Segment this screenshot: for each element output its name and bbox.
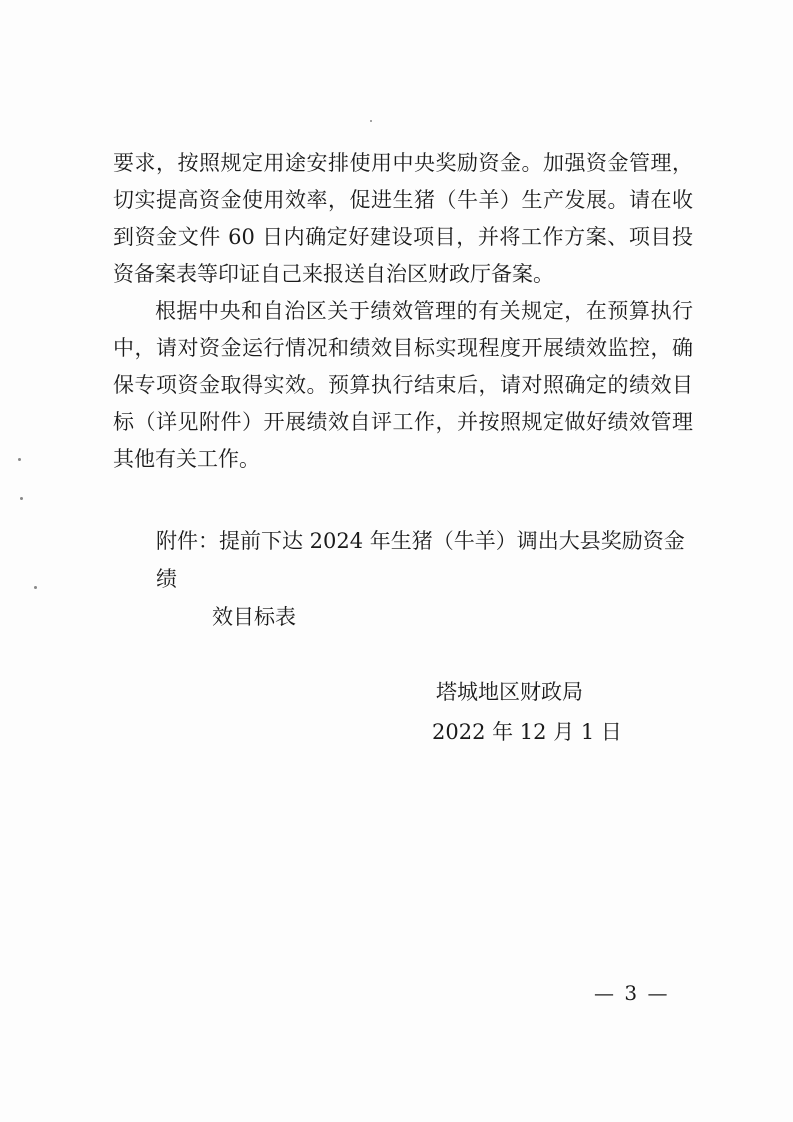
paragraph-continuation: 要求，按照规定用途安排使用中央奖励资金。加强资金管理，切实提高资金使用效率，促进生猪（牛羊）生产发展。请在收到资金文件 60 日内确定好建设项目，并将工作方案、项目投资备案表等印证自己来报送自治区财政厅备案。 [113, 151, 693, 286]
scan-speck [18, 458, 21, 461]
attachment-title-line2: 效目标表 [212, 605, 296, 629]
attachment-label: 附件： [156, 529, 219, 553]
issue-date: 2022 年 12 月 1 日 [432, 720, 622, 744]
scan-speck [20, 497, 23, 500]
signature-block [432, 672, 692, 752]
issuing-organization: 塔城地区财政局 [436, 680, 583, 704]
scan-speck [370, 120, 372, 122]
attachment-note [156, 522, 696, 636]
scan-speck [34, 586, 37, 589]
paragraph-performance-management: 根据中央和自治区关于绩效管理的有关规定，在预算执行中，请对资金运行情况和绩效目标实现程度开展绩效监控，确保专项资金取得实效。预算执行结束后，请对照确定的绩效目标（详见附件）开展绩效自评工作，并按照规定做好绩效管理其他有关工作。 [113, 299, 693, 471]
document-body [113, 145, 693, 478]
page-number: — 3 — [594, 981, 670, 1005]
attachment-title-line1: 提前下达 2024 年生猪（牛羊）调出大县奖励资金绩 [156, 529, 685, 591]
